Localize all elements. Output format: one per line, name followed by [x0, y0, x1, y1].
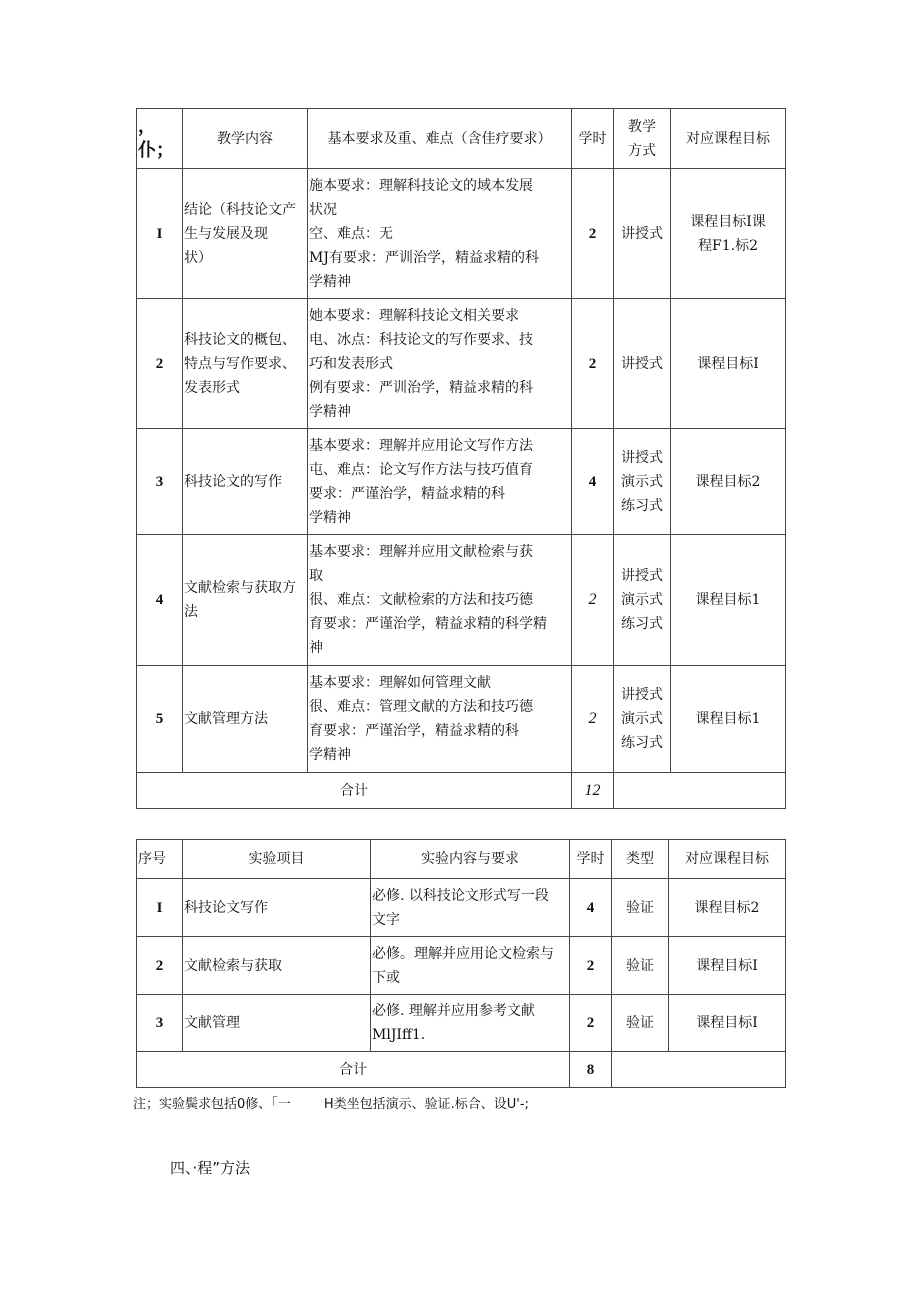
row-content: 文献管理方法 [183, 666, 308, 773]
row-number: 2 [137, 299, 183, 429]
total-row [137, 773, 786, 809]
row-requirements: 基本要求：理解如何管理文献 很、难点：管理文献的方法和技巧德 育要求：严谨治学，精益求精的科 学精神 [308, 666, 572, 773]
row-goal: 课程目标I课 程F1.标2 [671, 169, 786, 299]
row-method: 讲授式 演示式 练习式 [614, 429, 671, 535]
header-requirements: 基本要求及重、难点（含佳疗要求） [308, 109, 572, 169]
lab-row-hours: 4 [570, 879, 612, 937]
row-content: 文献检索与获取方 法 [183, 535, 308, 666]
lab-row-number: 3 [137, 995, 183, 1052]
table-row [137, 535, 786, 666]
row-method: 讲授式 [614, 299, 671, 429]
lab-row-project: 文献管理 [183, 995, 371, 1052]
theory-header-row [137, 109, 786, 169]
row-hours: 2 [572, 666, 614, 773]
header-serial [137, 109, 183, 169]
lab-header-content: 实验内容与要求 [371, 840, 570, 879]
table-row [137, 879, 786, 937]
lab-row-number: I [137, 879, 183, 937]
lab-header-row [137, 840, 786, 879]
table-footnote: 注；实验鬓求包括0修、「一 H类坐包括演示、验证.标合、设U'-; [133, 1097, 529, 1112]
row-requirements: 基本要求：理解并应用论文写作方法 屯、难点：论文写作方法与技巧值育 要求：严谨治学，精益求精的科 学精神 [308, 429, 572, 535]
table-row [137, 429, 786, 535]
lab-row-hours: 2 [570, 937, 612, 995]
row-requirements: 基本要求：理解并应用文献检索与获 取 很、难点：文献检索的方法和技巧德 育要求：严谨治学，精益求精的科学精 神 [308, 535, 572, 666]
lab-header-serial: 序号 [137, 840, 183, 879]
lab-row-content: 必修. 理解并应用参考文献 MlJIff1. [371, 995, 570, 1052]
lab-row-type: 验证 [612, 937, 669, 995]
total-empty [614, 773, 786, 809]
lab-row-number: 2 [137, 937, 183, 995]
row-method: 讲授式 演示式 练习式 [614, 666, 671, 773]
table-row [137, 666, 786, 773]
lab-header-type: 类型 [612, 840, 669, 879]
row-requirements: 她本要求：理解科技论文相关要求 电、冰点：科技论文的写作要求、技 巧和发表形式 例有要求：严训治学，精益求精的科 学精神 [308, 299, 572, 429]
lab-header-goal: 对应课程目标 [669, 840, 786, 879]
lab-total-empty [612, 1052, 786, 1088]
lab-header-project: 实验项目 [183, 840, 371, 879]
lab-total-hours: 8 [570, 1052, 612, 1088]
row-number: 5 [137, 666, 183, 773]
lab-row-content: 必修. 以科技论文形式写一段 文字 [371, 879, 570, 937]
header-method: 教学 方式 [614, 109, 671, 169]
table-row [137, 169, 786, 299]
row-goal: 课程目标1 [671, 666, 786, 773]
header-serial-line2: 仆； [138, 139, 174, 161]
row-content: 科技论文的概包、 特点与写作要求、 发表形式 [183, 299, 308, 429]
header-goal: 对应课程目标 [671, 109, 786, 169]
row-number: 3 [137, 429, 183, 535]
row-goal: 课程目标I [671, 299, 786, 429]
header-serial-line1: ， [138, 115, 156, 137]
total-label: 合计 [137, 773, 572, 809]
lab-row-type: 验证 [612, 879, 669, 937]
lab-row-content: 必修。理解并应用论文检索与 下或 [371, 937, 570, 995]
lab-row-project: 文献检索与获取 [183, 937, 371, 995]
row-content: 科技论文的写作 [183, 429, 308, 535]
lab-row-goal: 课程目标I [669, 995, 786, 1052]
total-hours: 12 [572, 773, 614, 809]
table-row [137, 937, 786, 995]
row-requirements: 施本要求：理解科技论文的域本发展 状况 空、难点：无 MJ有要求：严训治学，精益求精的科 学精神 [308, 169, 572, 299]
row-number: 4 [137, 535, 183, 666]
lab-row-type: 验证 [612, 995, 669, 1052]
lab-row-goal: 课程目标2 [669, 879, 786, 937]
row-hours: 2 [572, 535, 614, 666]
row-goal: 课程目标2 [671, 429, 786, 535]
table-row [137, 299, 786, 429]
lab-row-project: 科技论文写作 [183, 879, 371, 937]
row-method: 讲授式 [614, 169, 671, 299]
lab-total-row [137, 1052, 786, 1088]
theory-schedule-table [136, 108, 786, 809]
row-hours: 2 [572, 299, 614, 429]
lab-row-goal: 课程目标I [669, 937, 786, 995]
row-hours: 4 [572, 429, 614, 535]
lab-total-label: 合计 [137, 1052, 570, 1088]
header-content: 教学内容 [183, 109, 308, 169]
row-content: 结论（科技论文产 生与发展及现 状） [183, 169, 308, 299]
lab-header-hours: 学时 [570, 840, 612, 879]
row-method: 讲授式 演示式 练习式 [614, 535, 671, 666]
header-hours: 学时 [572, 109, 614, 169]
table-row [137, 995, 786, 1052]
lab-schedule-table [136, 839, 786, 1088]
row-number: I [137, 169, 183, 299]
row-goal: 课程目标1 [671, 535, 786, 666]
section-heading: 四、·程”方法 [170, 1159, 251, 1177]
row-hours: 2 [572, 169, 614, 299]
lab-row-hours: 2 [570, 995, 612, 1052]
